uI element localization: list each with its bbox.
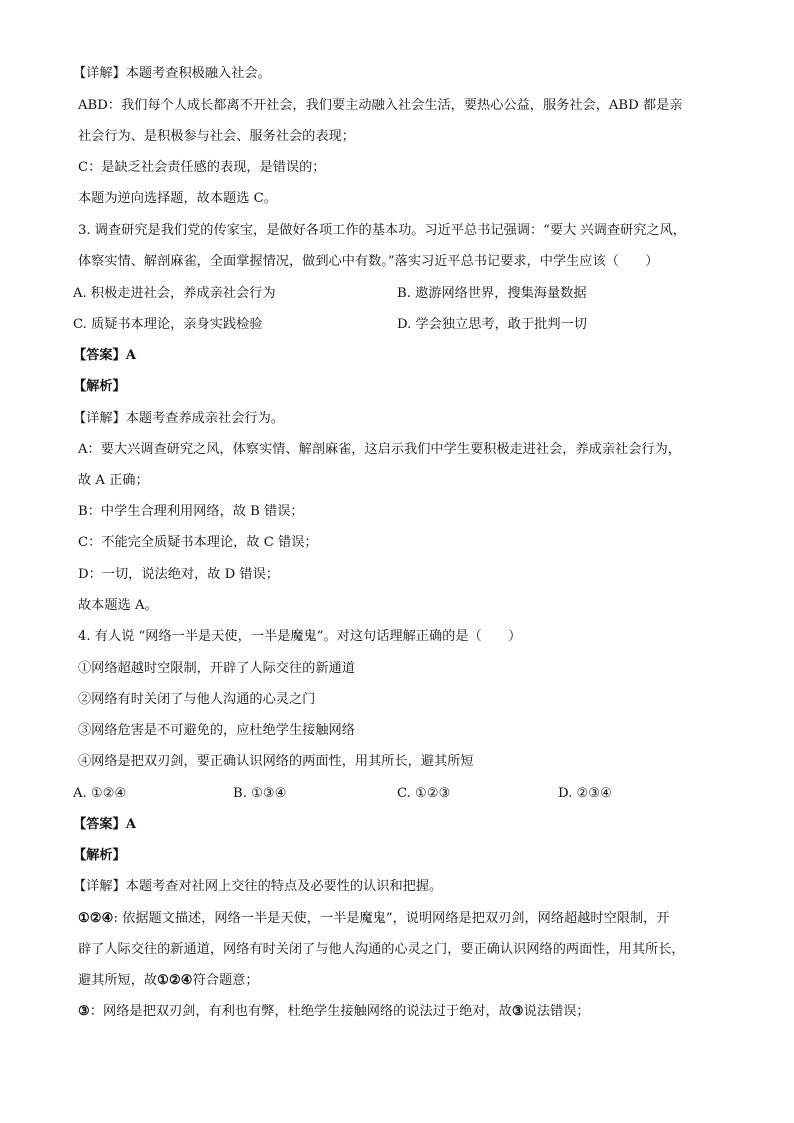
explanation-text: 说法错误；	[523, 1004, 590, 1019]
q3-conclusion: 故本题选 A。	[78, 598, 158, 613]
q3-analysis-heading: 【解析】	[73, 379, 126, 394]
conclusion-q2: 本题为逆向选择题，故本题选 C。	[78, 191, 277, 206]
explanation-text: 符合题意；	[192, 973, 259, 988]
q4-statement-3: ③网络危害是不可避免的，应杜绝学生接触网络	[78, 723, 355, 738]
q3-explanation-a-cont: 故 A 正确；	[78, 473, 149, 488]
explanation-c: C：是缺乏社会责任感的表现，是错误的；	[78, 160, 326, 175]
q4-explanation-p1-line3	[78, 971, 259, 991]
choice-label: ③	[511, 1004, 524, 1019]
explanation-text: 避其所短，故	[78, 973, 158, 988]
q4-statement-1: ①网络超越时空限制，开辟了人际交往的新通道	[78, 661, 355, 676]
q3-explanation-d: D：一切，说法绝对，故 D 错误；	[78, 567, 279, 582]
explanation-text: ：网络是把双刃剑，有利也有弊，杜绝学生接触网络的说法过于绝对，故	[89, 1004, 512, 1019]
q3-option-b: B. 遨游网络世界，搜集海量数据	[397, 286, 587, 301]
q3-explanation-c: C：不能完全质疑书本理论，故 C 错误；	[78, 535, 318, 550]
q4-answer: 【答案】A	[73, 817, 136, 832]
question-3-stem: 3. 调查研究是我们党的传家宝，是做好各项工作的基本功。习近平总书记强调：“要大 兴调查研究之风，	[78, 223, 686, 238]
q4-explanation-p2	[78, 1002, 590, 1022]
q4-option-b: B. ①③④	[233, 786, 287, 801]
q4-explanation-p1-line1	[78, 909, 670, 929]
q4-detail-intro: 【详解】本题考查对社网上交往的特点及必要性的认识和把握。	[73, 879, 443, 894]
q3-detail-intro: 【详解】本题考查养成亲社会行为。	[73, 411, 284, 426]
q3-option-d: D. 学会独立思考，敢于批判一切	[397, 317, 587, 332]
q4-statement-4: ④网络是把双刃剑，要正确认识网络的两面性，用其所长，避其所短	[78, 754, 474, 769]
q3-explanation-a: A：要大兴调查研究之风，体察实情、解剖麻雀，这启示我们中学生要积极走进社会，养成亲社会行为，	[78, 442, 681, 457]
q4-option-c: C. ①②③	[397, 786, 451, 801]
detail-intro-q2: 【详解】本题考查积极融入社会。	[73, 66, 271, 81]
q4-analysis-heading: 【解析】	[73, 848, 126, 863]
q3-option-c: C. 质疑书本理论，亲身实践检验	[73, 317, 263, 332]
q4-option-a: A. ①②④	[73, 786, 127, 801]
question-3-stem-cont: 体察实情、解剖麻雀，全面掌握情况，做到心中有数。”落实习近平总书记要求，中学生应该（ ）	[78, 254, 659, 269]
explanation-abd: ABD：我们每个人成长都离不开社会，我们要主动融入社会生活，要热心公益，服务社会，ABD 都是亲	[78, 98, 683, 113]
q4-statement-2: ②网络有时关闭了与他人沟通的心灵之门	[78, 692, 316, 707]
q3-option-a: A. 积极走进社会，养成亲社会行为	[73, 286, 276, 301]
q3-explanation-b: B：中学生合理利用网络，故 B 错误；	[78, 504, 304, 519]
q4-explanation-p1-line2: 辟了人际交往的新通道，网络有时关闭了与他人沟通的心灵之门，要正确认识网络的两面性，用其所长，	[78, 942, 685, 957]
explanation-abd-cont: 社会行为、是积极参与社会、服务社会的表现；	[78, 129, 355, 144]
question-4-stem: 4. 有人说 “网络一半是天使，一半是魔鬼”。对这句话理解正确的是（ ）	[78, 629, 522, 644]
explanation-text: : 依据题文描述，网络一半是天使，一半是魔鬼”，说明网络是把双刃剑，网络超越时空限制，开	[113, 911, 670, 926]
choice-label: ①②④	[157, 973, 193, 988]
choice-label: ③	[78, 1004, 90, 1019]
q3-answer: 【答案】A	[73, 348, 136, 363]
q4-option-d: D. ②③④	[558, 786, 612, 801]
choice-label: ①②④	[78, 911, 114, 926]
